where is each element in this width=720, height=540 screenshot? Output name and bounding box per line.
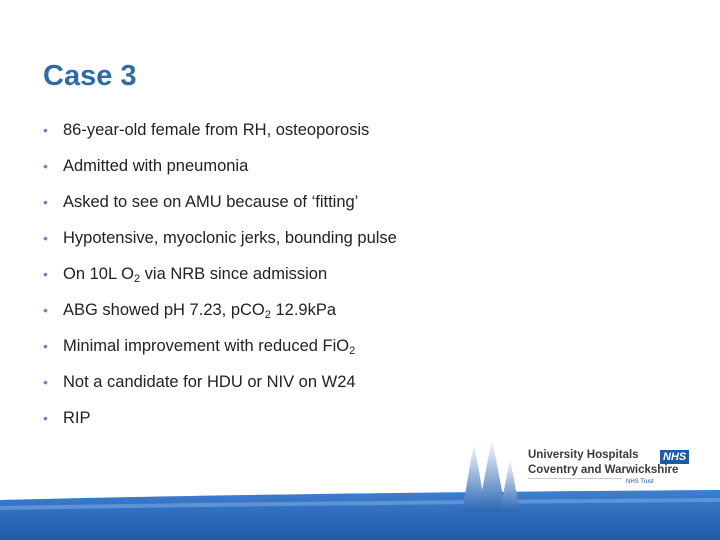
spire-center — [478, 440, 506, 512]
subscript: 2 — [133, 272, 141, 285]
nhs-badge: NHS — [660, 450, 689, 464]
bullet-marker: • — [43, 374, 48, 390]
hospital-logo — [528, 449, 694, 487]
subscript: 2 — [264, 308, 271, 321]
bullet-text-part: Hypotensive, myoclonic jerks, bounding pulse — [63, 228, 397, 247]
bullet-item — [43, 400, 397, 436]
footer-wave — [0, 490, 720, 540]
bullet-text-part: 12.9kPa — [270, 300, 337, 319]
bullet-text — [63, 193, 358, 212]
logo-line-2: Coventry and Warwickshire — [528, 464, 679, 476]
bullet-text — [63, 265, 327, 284]
bullet-item — [43, 364, 397, 400]
bullet-marker: • — [43, 338, 48, 354]
bullet-marker: • — [43, 230, 48, 246]
bullet-text — [63, 229, 397, 248]
bullet-marker: • — [43, 158, 48, 174]
slide-title: Case 3 — [43, 60, 137, 92]
bullet-text — [63, 301, 336, 320]
bullet-text — [63, 409, 91, 428]
bullet-text — [63, 121, 369, 140]
bullet-text — [63, 157, 248, 176]
bullet-text — [63, 337, 355, 356]
bullet-item — [43, 292, 397, 328]
bullet-text-part: 86-year-old female from RH, osteoporosis — [63, 120, 370, 139]
bullet-text-part: Asked to see on AMU because of ‘fitting’ — [63, 192, 359, 211]
bullet-text-part: via NRB since admission — [140, 264, 328, 283]
bullet-item — [43, 148, 397, 184]
bullet-item — [43, 184, 397, 220]
bullet-text-part: On 10L O — [63, 264, 134, 283]
bullet-item — [43, 328, 397, 364]
bullet-marker: • — [43, 266, 48, 282]
bullet-text-part: Not a candidate for HDU or NIV on W24 — [63, 372, 356, 391]
bullet-marker: • — [43, 194, 48, 210]
bullet-item — [43, 112, 397, 148]
logo-line-3: NHS Trust — [626, 479, 654, 485]
bullet-marker: • — [43, 122, 48, 138]
bullet-marker: • — [43, 302, 48, 318]
bullet-text-part: Minimal improvement with reduced FiO — [63, 336, 350, 355]
bullet-list — [43, 112, 397, 436]
bullet-text — [63, 373, 356, 392]
bullet-text-part: Admitted with pneumonia — [63, 156, 249, 175]
logo-line-1: University Hospitals — [528, 449, 639, 461]
spire-right — [500, 458, 520, 512]
bullet-text-part: RIP — [63, 408, 91, 427]
logo-divider — [528, 478, 622, 479]
bullet-item — [43, 220, 397, 256]
subscript: 2 — [349, 344, 356, 357]
bullet-marker: • — [43, 410, 48, 426]
bullet-text-part: ABG showed pH 7.23, pCO — [63, 300, 265, 319]
bullet-item — [43, 256, 397, 292]
